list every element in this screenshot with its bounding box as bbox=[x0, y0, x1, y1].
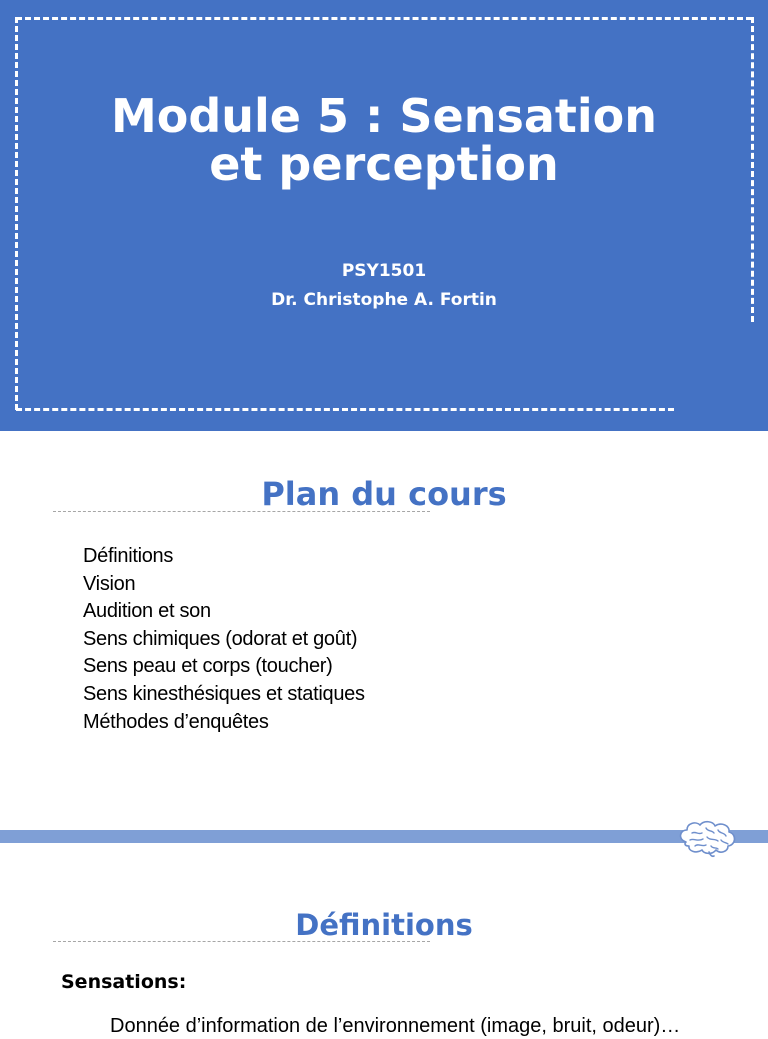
outline-heading-underline bbox=[53, 511, 430, 512]
sensations-label: Sensations: bbox=[61, 971, 187, 993]
list-item: Sens peau et corps (toucher) bbox=[83, 655, 333, 678]
outline-heading: Plan du cours bbox=[261, 475, 507, 513]
list-item: Vision bbox=[83, 572, 136, 595]
slide-title bbox=[0, 89, 768, 191]
list-item: Méthodes d’enquêtes bbox=[83, 710, 269, 733]
dashed-frame-left bbox=[15, 17, 18, 410]
list-item: Sens chimiques (odorat et goût) bbox=[83, 627, 358, 650]
list-item: Audition et son bbox=[83, 600, 211, 623]
list-item: Sens kinesthésiques et statiques bbox=[83, 682, 365, 705]
definitions-heading: Définitions bbox=[295, 908, 473, 942]
title-line-1: Module 5 : Sensation bbox=[110, 89, 658, 143]
dashed-frame-bottom bbox=[16, 408, 674, 411]
brain-icon bbox=[676, 818, 738, 858]
title-line-2: et perception bbox=[209, 137, 559, 191]
slide-subtitle bbox=[0, 257, 768, 315]
instructor-name: Dr. Christophe A. Fortin bbox=[271, 290, 497, 310]
list-item: Définitions bbox=[83, 545, 174, 567]
dashed-frame-top bbox=[16, 17, 752, 20]
footer-band bbox=[0, 830, 768, 843]
course-code: PSY1501 bbox=[341, 261, 427, 281]
title-slide bbox=[0, 0, 768, 431]
outline-list bbox=[83, 543, 365, 736]
sensations-description: Donnée d’information de l’environnement (image, bruit, odeur)… bbox=[110, 1015, 681, 1037]
definitions-heading-underline bbox=[53, 941, 430, 942]
